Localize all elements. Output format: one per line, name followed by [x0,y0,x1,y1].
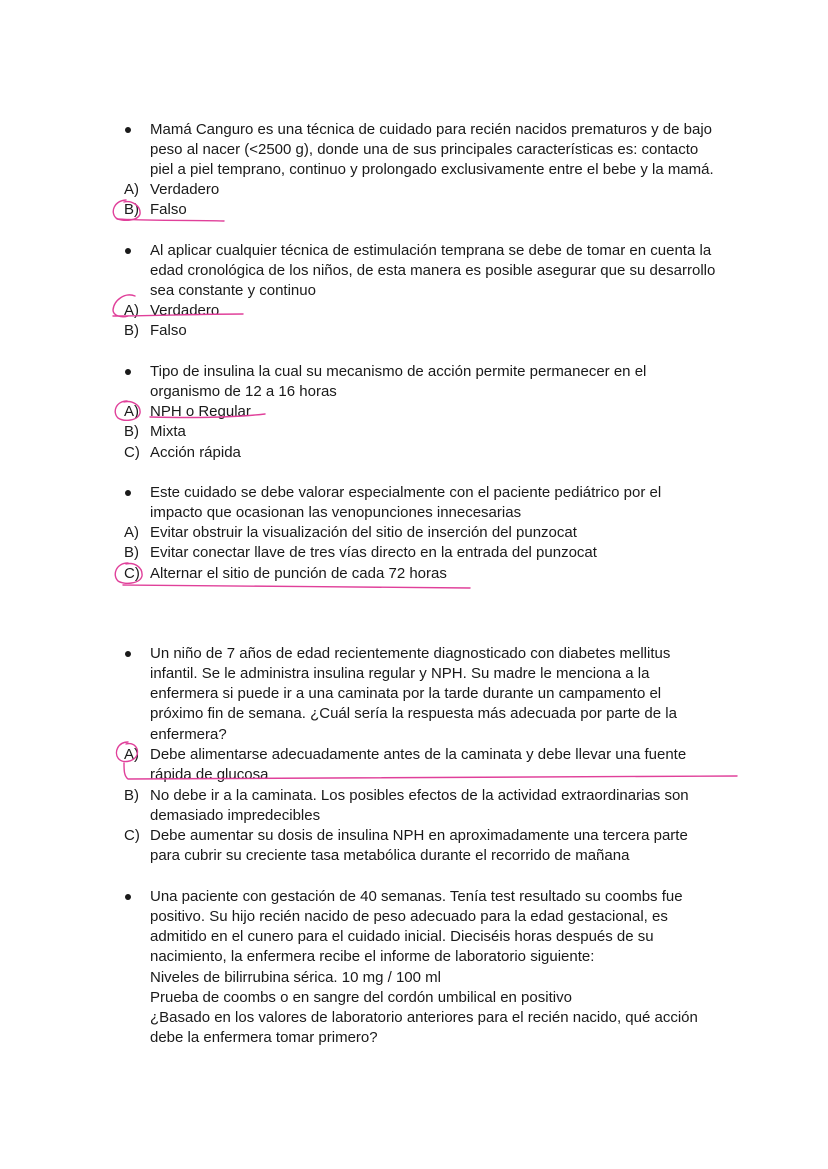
selected-option-text: rápida de glucosa [150,766,269,784]
question-text-line: Al aplicar cualquier técnica de estimulación temprana se debe de tomar en cuenta la [150,242,712,259]
question-text-line: enfermera si puede ir a una caminata por la tarde durante un campamento el [150,685,662,703]
bullet-icon [125,127,131,133]
question-text-line: infantil. Se le administra insulina regular y NPH. Su madre le menciona a la [150,665,650,683]
option-letter: C) [124,565,140,582]
option-letter: A) [124,403,139,420]
question-text-line: Niveles de bilirrubina sérica. 10 mg / 100 ml [150,968,441,986]
question-text-line: sea constante y continuo [150,282,316,300]
bullet-icon [125,369,131,375]
option-text: Verdadero [150,181,220,198]
option-text: Acción rápida [150,444,241,461]
option-letter: A) [124,302,139,319]
bullet-icon [125,651,131,657]
option-letter: B) [124,787,139,804]
question-text-line: Prueba de coombs o en sangre del cordón umbilical en positivo [150,988,572,1006]
option-text: para cubrir su creciente tasa metabólica durante el recorrido de mañana [150,847,630,865]
option-letter: C) [124,444,140,461]
question-text-line: Mamá Canguro es una técnica de cuidado para recién nacidos prematuros y de bajo [150,121,713,138]
option-text: Falso [150,322,187,339]
option-letter: A) [124,746,139,763]
option-letter: B) [124,544,139,561]
question-text-line: nacimiento, la enfermera recibe el informe de laboratorio siguiente: [150,948,595,966]
question-text-line: debe la enfermera tomar primero? [150,1029,378,1047]
option-letter: A) [124,181,139,198]
selected-option-text: Alternar el sitio de punción de cada 72 horas [150,565,447,582]
question-text-line: Este cuidado se debe valorar especialmente con el paciente pediátrico por el [150,484,662,501]
option-text: No debe ir a la caminata. Los posibles efectos de la actividad extraordinarias son [150,787,689,804]
selected-option-text: NPH o Regular [150,403,251,420]
question-text-line: Una paciente con gestación de 40 semanas. Tenía test resultado su coombs fue [150,888,683,905]
selected-option-text: Debe alimentarse adecuadamente antes de la caminata y debe llevar una fuente [150,746,687,763]
selected-option-text: Falso [150,201,187,218]
answer-underline-q4 [123,585,470,588]
question-text-line: ¿Basado en los valores de laboratorio anteriores para el recién nacido, qué acción [150,1008,698,1026]
option-text: Mixta [150,423,186,440]
question-text-line: Tipo de insulina la cual su mecanismo de acción permite permanecer en el [150,363,647,380]
question-text-line: enfermera? [150,725,227,743]
option-letter: B) [124,423,139,440]
option-letter: A) [124,524,139,541]
question-text-line: organismo de 12 a 16 horas [150,383,337,401]
bullet-icon [125,894,131,900]
option-letter: B) [124,201,139,218]
option-letter: B) [124,322,139,339]
question-text-line: edad cronológica de los niños, de esta manera es posible asegurar que su desarrollo [150,262,716,280]
question-text-line: positivo. Su hijo recién nacido de peso adecuado para la edad gestacional, es [150,908,668,926]
option-letter: C) [124,827,140,844]
bullet-icon [125,490,131,496]
option-text: Evitar conectar llave de tres vías directo en la entrada del punzocat [150,544,597,561]
option-text: demasiado impredecibles [150,807,321,825]
question-text-line: Un niño de 7 años de edad recientemente diagnosticado con diabetes mellitus [150,645,671,662]
selected-option-text: Verdadero [150,302,220,319]
option-text: Evitar obstruir la visualización del sitio de inserción del punzocat [150,524,577,541]
question-text-line: próximo fin de semana. ¿Cuál sería la respuesta más adecuada por parte de la [150,705,677,723]
question-text-line: piel a piel temprano, continuo y prolongado exclusivamente entre el bebe y la mamá. [150,161,714,179]
question-text-line: impacto que ocasionan las venopunciones innecesarias [150,504,522,522]
option-text: Debe aumentar su dosis de insulina NPH en aproximadamente una tercera parte [150,827,688,844]
bullet-icon [125,248,131,254]
question-text-line: admitido en el cunero para el cuidado inicial. Dieciséis horas después de su [150,928,654,946]
question-text-line: peso al nacer (<2500 g), donde una de sus principales características es: contacto [150,141,699,159]
